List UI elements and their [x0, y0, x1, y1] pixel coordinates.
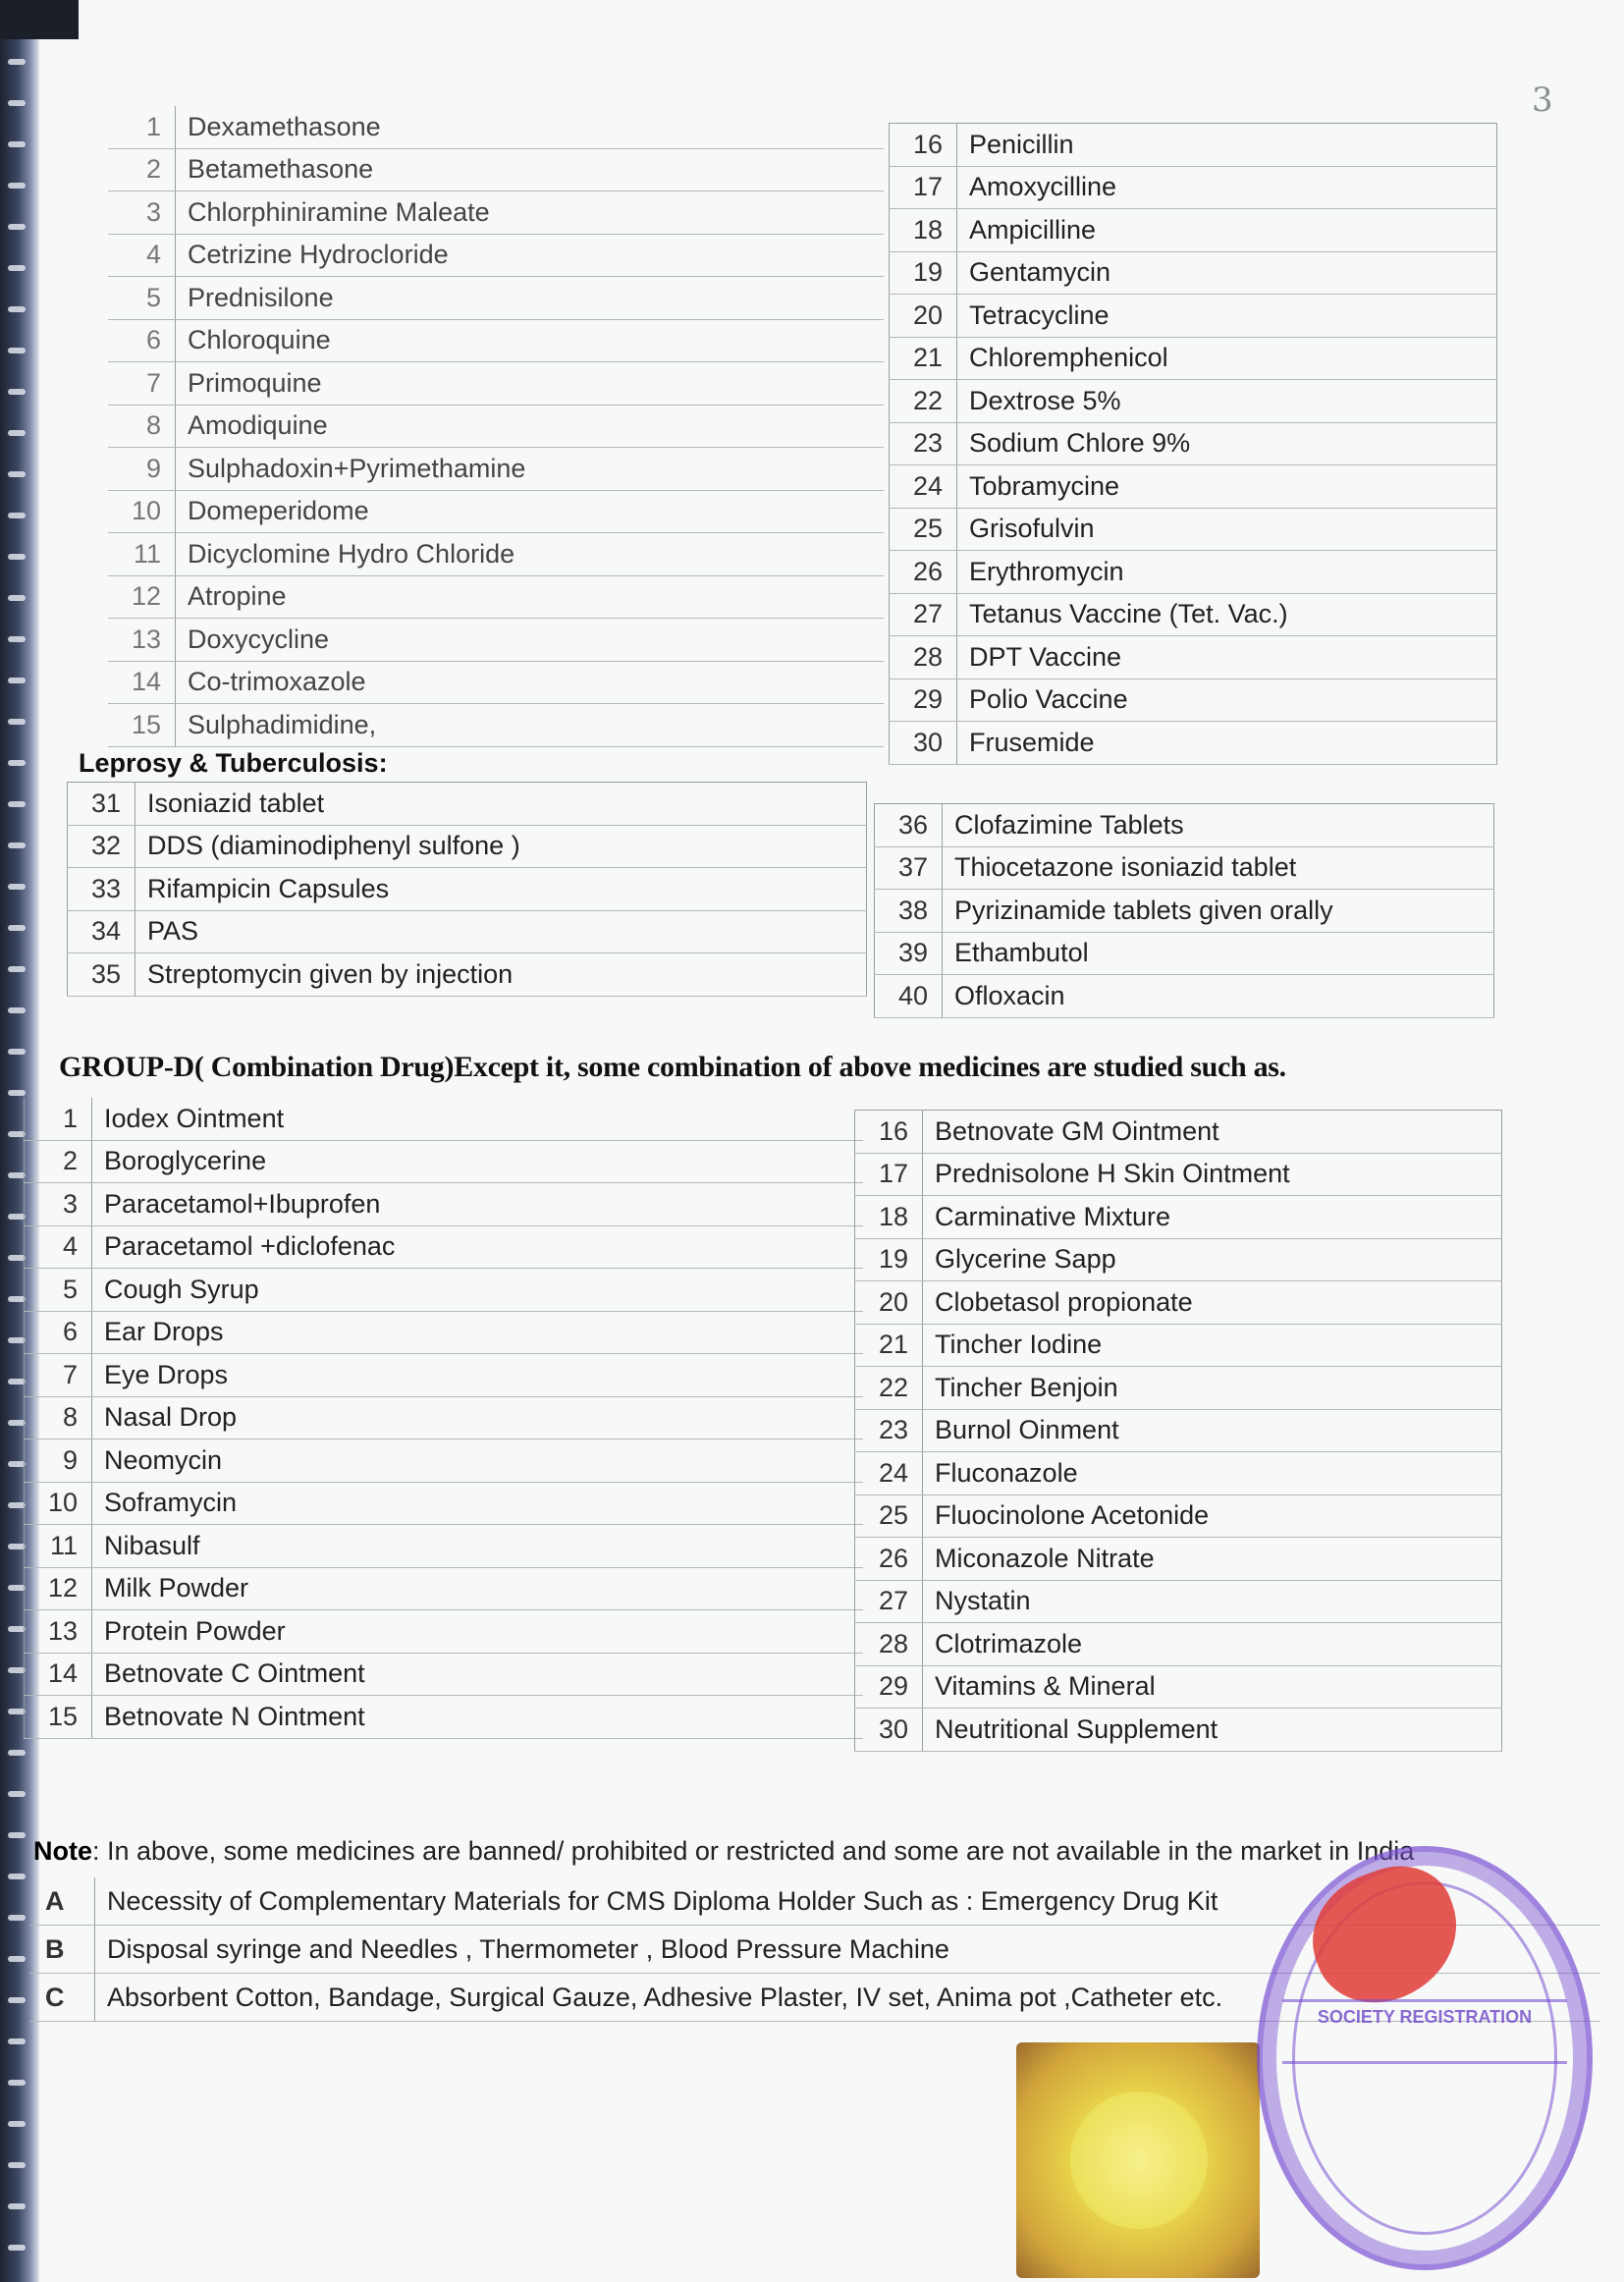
- drug-name: Ofloxacin: [943, 975, 1494, 1018]
- drug-name: Betnovate C Ointment: [92, 1653, 864, 1696]
- binder-hole: [8, 801, 26, 807]
- binder-hole: [8, 884, 26, 890]
- drug-name: Betnovate GM Ointment: [923, 1111, 1502, 1154]
- table-row: [875, 975, 1494, 1018]
- row-number: 24: [890, 465, 957, 509]
- table-row: [68, 783, 867, 826]
- drug-name: DPT Vaccine: [957, 636, 1497, 679]
- row-number: 21: [890, 337, 957, 380]
- table-row: [855, 1153, 1502, 1196]
- row-number: 21: [855, 1324, 923, 1367]
- table-row: [108, 619, 884, 662]
- binder-hole: [8, 1750, 26, 1756]
- drug-name: Atropine: [176, 575, 885, 619]
- table-row: [108, 533, 884, 576]
- drug-name: Neutritional Supplement: [923, 1709, 1502, 1752]
- drug-name: Cough Syrup: [92, 1269, 864, 1312]
- row-number: 20: [855, 1281, 923, 1325]
- binder-hole: [8, 925, 26, 931]
- binder-hole: [8, 1090, 26, 1096]
- binder-hole: [8, 760, 26, 766]
- table-row: [25, 1269, 864, 1312]
- table-row: [108, 234, 884, 277]
- row-number: 10: [108, 490, 176, 533]
- row-number: 15: [25, 1696, 92, 1739]
- drug-name: Boroglycerine: [92, 1140, 864, 1183]
- row-number: 12: [25, 1567, 92, 1610]
- row-number: 8: [108, 405, 176, 448]
- table-row: [890, 422, 1497, 465]
- drug-name: Paracetamol+Ibuprofen: [92, 1183, 864, 1226]
- page-number: 3: [1532, 81, 1553, 120]
- row-number: 17: [890, 166, 957, 209]
- drug-name: Sulphadimidine,: [176, 704, 885, 747]
- row-number: 34: [68, 910, 135, 953]
- table-row: [855, 1409, 1502, 1452]
- table-row: [25, 1311, 864, 1354]
- row-number: 16: [855, 1111, 923, 1154]
- drug-name: Protein Powder: [92, 1610, 864, 1654]
- stamp-band: SOCIETY REGISTRATION: [1282, 1999, 1567, 2064]
- drug-name: Domeperidome: [176, 490, 885, 533]
- table-row: [855, 1494, 1502, 1538]
- row-number: 9: [25, 1440, 92, 1483]
- row-number: 30: [855, 1709, 923, 1752]
- dark-corner: [0, 0, 79, 39]
- binder-hole: [8, 719, 26, 725]
- table-row: [68, 953, 867, 997]
- binder-hole: [8, 1832, 26, 1838]
- table-row: [890, 551, 1497, 594]
- table-row: [108, 362, 884, 406]
- row-number: 37: [875, 846, 943, 890]
- row-number: 12: [108, 575, 176, 619]
- table-row: [875, 932, 1494, 975]
- row-number: 30: [890, 722, 957, 765]
- row-number: 39: [875, 932, 943, 975]
- table-row: [108, 191, 884, 235]
- leprosy-table-right: [874, 803, 1494, 1018]
- drug-name: Prednisilone: [176, 277, 885, 320]
- table-row: [855, 1196, 1502, 1239]
- row-number: 38: [875, 890, 943, 933]
- drug-name: Dicyclomine Hydro Chloride: [176, 533, 885, 576]
- row-number: 18: [855, 1196, 923, 1239]
- table-row: [890, 166, 1497, 209]
- binder-hole: [8, 1791, 26, 1797]
- table-row: [855, 1452, 1502, 1495]
- material-text: Necessity of Complementary Materials for CMS Diploma Holder Such as : Emergency Drug Kit: [95, 1877, 1601, 1926]
- table-row: [890, 636, 1497, 679]
- table-row: [108, 319, 884, 362]
- drug-name: Tobramycine: [957, 465, 1497, 509]
- binder-hole: [8, 1997, 26, 2003]
- drug-name: Sodium Chlore 9%: [957, 422, 1497, 465]
- drug-name: Amoxycilline: [957, 166, 1497, 209]
- binder-hole: [8, 678, 26, 683]
- drug-name: Gentamycin: [957, 251, 1497, 295]
- row-number: 7: [108, 362, 176, 406]
- row-number: 32: [68, 825, 135, 868]
- row-number: 27: [855, 1580, 923, 1623]
- binder-hole: [8, 595, 26, 601]
- table-row: [890, 465, 1497, 509]
- material-key: A: [29, 1877, 95, 1926]
- note-text: : In above, some medicines are banned/ prohibited or restricted and some are not available in the market in India: [92, 1836, 1415, 1866]
- binder-hole: [8, 2038, 26, 2044]
- row-number: 4: [25, 1225, 92, 1269]
- table-row: [875, 890, 1494, 933]
- row-number: 18: [890, 209, 957, 252]
- drug-name: Thiocetazone isoniazid tablet: [943, 846, 1494, 890]
- row-number: 1: [25, 1098, 92, 1140]
- row-number: 5: [25, 1269, 92, 1312]
- binder-hole: [8, 2080, 26, 2086]
- binder-hole: [8, 100, 26, 106]
- drug-name: Erythromycin: [957, 551, 1497, 594]
- drug-name: Milk Powder: [92, 1567, 864, 1610]
- row-number: 2: [108, 148, 176, 191]
- drug-name: Iodex Ointment: [92, 1098, 864, 1140]
- leprosy-table-left: [67, 782, 867, 997]
- row-number: 15: [108, 704, 176, 747]
- row-number: 4: [108, 234, 176, 277]
- table-row: [855, 1538, 1502, 1581]
- table-row: [68, 910, 867, 953]
- material-key: B: [29, 1926, 95, 1974]
- table-row: [890, 251, 1497, 295]
- row-number: 13: [25, 1610, 92, 1654]
- table-row: [108, 661, 884, 704]
- row-number: 14: [25, 1653, 92, 1696]
- row-number: 25: [855, 1494, 923, 1538]
- table-row: [25, 1653, 864, 1696]
- table-row: [890, 124, 1497, 167]
- drug-name: Ear Drops: [92, 1311, 864, 1354]
- table-row: [890, 593, 1497, 636]
- table-row: [108, 704, 884, 747]
- binder-hole: [8, 471, 26, 477]
- drug-name: Vitamins & Mineral: [923, 1665, 1502, 1709]
- row-number: 33: [68, 868, 135, 911]
- binder-hole: [8, 1956, 26, 1962]
- stamp: [1257, 1846, 1593, 2270]
- drug-name: Betamethasone: [176, 148, 885, 191]
- table-row: [25, 1140, 864, 1183]
- binder-hole: [8, 265, 26, 271]
- row-number: 29: [890, 679, 957, 722]
- drug-name: Frusemide: [957, 722, 1497, 765]
- drug-name: Streptomycin given by injection: [135, 953, 867, 997]
- drug-name: Glycerine Sapp: [923, 1238, 1502, 1281]
- binder-hole: [8, 2121, 26, 2127]
- table-row: [890, 722, 1497, 765]
- table-row: [68, 868, 867, 911]
- row-number: 22: [890, 380, 957, 423]
- row-number: 19: [890, 251, 957, 295]
- table-row: [108, 148, 884, 191]
- table-row: [855, 1580, 1502, 1623]
- drug-table-right: [889, 123, 1497, 765]
- drug-name: Doxycycline: [176, 619, 885, 662]
- row-number: 22: [855, 1367, 923, 1410]
- table-row: [108, 106, 884, 148]
- group-d-table-right: [854, 1110, 1502, 1752]
- drug-name: Neomycin: [92, 1440, 864, 1483]
- binder-hole: [8, 59, 26, 65]
- row-number: 26: [890, 551, 957, 594]
- row-number: 28: [855, 1623, 923, 1666]
- binder-hole: [8, 554, 26, 560]
- drug-name: Dexamethasone: [176, 106, 885, 148]
- binder-hole: [8, 430, 26, 436]
- drug-name: Primoquine: [176, 362, 885, 406]
- drug-name: DDS (diaminodiphenyl sulfone ): [135, 825, 867, 868]
- table-row: [108, 277, 884, 320]
- seal-coin: [1070, 2092, 1208, 2229]
- drug-name: Eye Drops: [92, 1354, 864, 1397]
- table-row: [890, 508, 1497, 551]
- row-number: 1: [108, 106, 176, 148]
- binder-hole: [8, 224, 26, 230]
- row-number: 35: [68, 953, 135, 997]
- table-row: [25, 1610, 864, 1654]
- drug-name: Co-trimoxazole: [176, 661, 885, 704]
- binder-hole: [8, 842, 26, 848]
- table-row: [875, 846, 1494, 890]
- table-row: [108, 448, 884, 491]
- row-number: 16: [890, 124, 957, 167]
- row-number: 19: [855, 1238, 923, 1281]
- row-number: 27: [890, 593, 957, 636]
- leprosy-heading: Leprosy & Tuberculosis:: [79, 748, 388, 778]
- binder-hole: [8, 966, 26, 972]
- table-row: [855, 1623, 1502, 1666]
- row-number: 17: [855, 1153, 923, 1196]
- binder-hole: [8, 513, 26, 518]
- row-number: 11: [25, 1525, 92, 1568]
- drug-name: Carminative Mixture: [923, 1196, 1502, 1239]
- drug-name: Paracetamol +diclofenac: [92, 1225, 864, 1269]
- row-number: 13: [108, 619, 176, 662]
- drug-name: Betnovate N Ointment: [92, 1696, 864, 1739]
- drug-name: PAS: [135, 910, 867, 953]
- drug-name: Dextrose 5%: [957, 380, 1497, 423]
- table-row: [890, 209, 1497, 252]
- row-number: 3: [108, 191, 176, 235]
- row-number: 8: [25, 1396, 92, 1440]
- table-row: [855, 1281, 1502, 1325]
- binder-hole: [8, 1049, 26, 1055]
- binder-hole: [8, 1915, 26, 1921]
- table-row: [25, 1396, 864, 1440]
- note-line: [33, 1836, 1414, 1867]
- row-number: 36: [875, 804, 943, 847]
- table-row: [68, 825, 867, 868]
- drug-name: Nasal Drop: [92, 1396, 864, 1440]
- drug-name: Miconazole Nitrate: [923, 1538, 1502, 1581]
- table-row: [890, 337, 1497, 380]
- material-text: Absorbent Cotton, Bandage, Surgical Gauze, Adhesive Plaster, IV set, Anima pot ,Catheter etc.: [95, 1974, 1601, 2022]
- drug-name: Fluconazole: [923, 1452, 1502, 1495]
- drug-name: Clofazimine Tablets: [943, 804, 1494, 847]
- row-number: 6: [108, 319, 176, 362]
- drug-name: Pyrizinamide tablets given orally: [943, 890, 1494, 933]
- drug-name: Chloroquine: [176, 319, 885, 362]
- binder-hole: [8, 389, 26, 395]
- row-number: 9: [108, 448, 176, 491]
- drug-name: Soframycin: [92, 1482, 864, 1525]
- drug-name: Tetanus Vaccine (Tet. Vac.): [957, 593, 1497, 636]
- row-number: 28: [890, 636, 957, 679]
- binder-hole: [8, 348, 26, 353]
- row-number: 14: [108, 661, 176, 704]
- table-row: [855, 1665, 1502, 1709]
- drug-name: Ethambutol: [943, 932, 1494, 975]
- drug-name: Tincher Iodine: [923, 1324, 1502, 1367]
- row-number: 31: [68, 783, 135, 826]
- row-number: 10: [25, 1482, 92, 1525]
- drug-table-left: [108, 106, 884, 747]
- note-label: Note: [33, 1836, 92, 1866]
- drug-name: Burnol Oinment: [923, 1409, 1502, 1452]
- row-number: 26: [855, 1538, 923, 1581]
- row-number: 25: [890, 508, 957, 551]
- table-row: [108, 575, 884, 619]
- row-number: 7: [25, 1354, 92, 1397]
- table-row: [25, 1696, 864, 1739]
- table-row: [25, 1183, 864, 1226]
- row-number: 23: [890, 422, 957, 465]
- table-row: [25, 1098, 864, 1140]
- table-row: [25, 1567, 864, 1610]
- table-row: [25, 1440, 864, 1483]
- binder-hole: [8, 2162, 26, 2168]
- binder-hole: [8, 183, 26, 189]
- table-row: [108, 490, 884, 533]
- binder-hole: [8, 1874, 26, 1879]
- table-row: [890, 295, 1497, 338]
- table-row: [855, 1709, 1502, 1752]
- drug-name: Fluocinolone Acetonide: [923, 1494, 1502, 1538]
- material-key: C: [29, 1974, 95, 2022]
- binder-hole: [8, 2203, 26, 2209]
- drug-name: Nibasulf: [92, 1525, 864, 1568]
- table-row: [855, 1367, 1502, 1410]
- seal-image: [1016, 2042, 1260, 2278]
- group-d-heading: GROUP-D( Combination Drug)Except it, some combination of above medicines are studied such as.: [59, 1051, 1286, 1083]
- row-number: 2: [25, 1140, 92, 1183]
- drug-name: Isoniazid tablet: [135, 783, 867, 826]
- binder-hole: [8, 306, 26, 312]
- material-text: Disposal syringe and Needles , Thermometer , Blood Pressure Machine: [95, 1926, 1601, 1974]
- drug-name: Nystatin: [923, 1580, 1502, 1623]
- binder-hole: [8, 2245, 26, 2251]
- row-number: 6: [25, 1311, 92, 1354]
- table-row: [875, 804, 1494, 847]
- row-number: 23: [855, 1409, 923, 1452]
- drug-name: Prednisolone H Skin Ointment: [923, 1153, 1502, 1196]
- drug-name: Clobetasol propionate: [923, 1281, 1502, 1325]
- row-number: 24: [855, 1452, 923, 1495]
- table-row: [25, 1482, 864, 1525]
- row-number: 20: [890, 295, 957, 338]
- drug-name: Grisofulvin: [957, 508, 1497, 551]
- table-row: [890, 679, 1497, 722]
- binder-hole: [8, 636, 26, 642]
- drug-name: Amodiquine: [176, 405, 885, 448]
- drug-name: Penicillin: [957, 124, 1497, 167]
- drug-name: Chlorphiniramine Maleate: [176, 191, 885, 235]
- row-number: 29: [855, 1665, 923, 1709]
- table-row: [25, 1225, 864, 1269]
- drug-name: Tetracycline: [957, 295, 1497, 338]
- drug-name: Clotrimazole: [923, 1623, 1502, 1666]
- drug-name: Sulphadoxin+Pyrimethamine: [176, 448, 885, 491]
- table-row: [25, 1354, 864, 1397]
- drug-name: Tincher Benjoin: [923, 1367, 1502, 1410]
- row-number: 11: [108, 533, 176, 576]
- group-d-table-left: [24, 1098, 863, 1739]
- binder-hole: [8, 141, 26, 147]
- row-number: 40: [875, 975, 943, 1018]
- drug-name: Ampicilline: [957, 209, 1497, 252]
- table-row: [25, 1525, 864, 1568]
- row-number: 5: [108, 277, 176, 320]
- drug-name: Rifampicin Capsules: [135, 868, 867, 911]
- row-number: 3: [25, 1183, 92, 1226]
- drug-name: Chloremphenicol: [957, 337, 1497, 380]
- drug-name: Cetrizine Hydrocloride: [176, 234, 885, 277]
- table-row: [890, 380, 1497, 423]
- table-row: [855, 1238, 1502, 1281]
- table-row: [108, 405, 884, 448]
- binder-hole: [8, 1007, 26, 1013]
- table-row: [855, 1324, 1502, 1367]
- table-row: [855, 1111, 1502, 1154]
- drug-name: Polio Vaccine: [957, 679, 1497, 722]
